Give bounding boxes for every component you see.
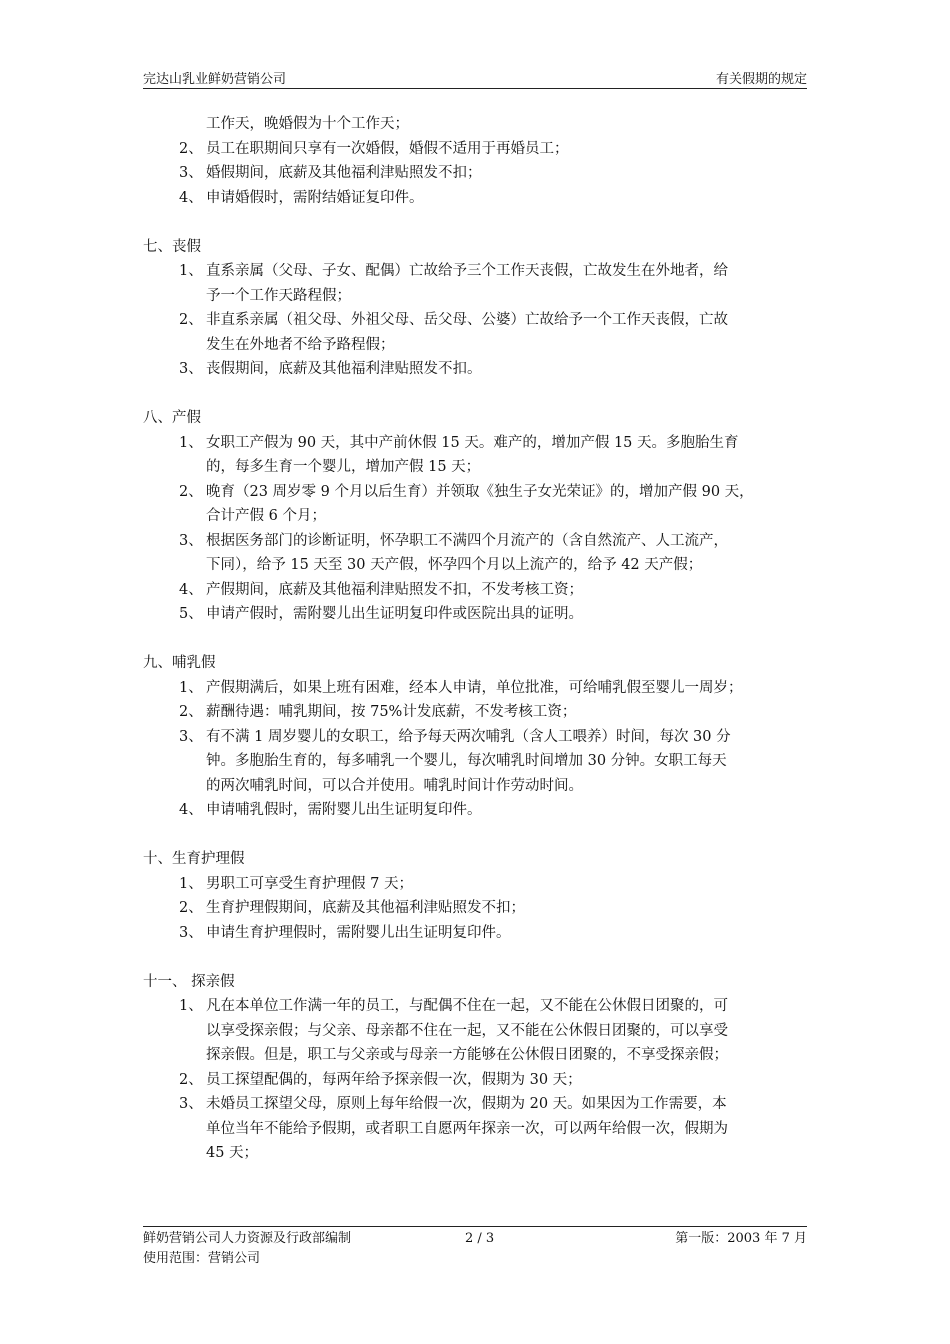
document-body <box>143 112 808 1166</box>
item-text-continued: 钟。多胞胎生育的，每多哺乳一个婴儿，每次哺乳时间增加 30 分钟。女职工每天 <box>206 753 727 769</box>
list-item <box>143 725 808 750</box>
sections <box>143 210 808 1166</box>
item-text: 薪酬待遇：哺乳期间，按 75%计发底薪，不发考核工资； <box>206 704 577 720</box>
item-number: 4、 <box>179 189 203 206</box>
footer-editor: 鲜奶营销公司人力资源及行政部编制 <box>143 1231 352 1246</box>
item-number: 2、 <box>179 900 203 916</box>
item-number: 1、 <box>179 998 203 1014</box>
item-text: 申请生育护理假时，需附婴儿出生证明复印件。 <box>206 924 511 941</box>
item-number: 2、 <box>179 1071 203 1088</box>
item-number: 3、 <box>179 165 203 181</box>
section-gap <box>143 210 808 235</box>
footer-scope: 使用范围：营销公司 <box>143 1251 261 1266</box>
list-item <box>143 578 808 603</box>
item-number: 3、 <box>179 532 203 549</box>
item-number: 2、 <box>179 140 203 157</box>
list-item <box>143 529 808 554</box>
item-text: 非直系亲属（祖父母、外祖父母、岳父母、公婆）亡故给予一个工作天丧假，亡故 <box>206 312 728 328</box>
item-number: 2、 <box>179 312 203 328</box>
section-gap <box>143 627 808 652</box>
page-footer <box>143 1226 807 1266</box>
list-item <box>143 431 808 456</box>
marriage-leave-items <box>143 137 808 211</box>
section-items <box>143 259 808 382</box>
item-text: 凡在本单位工作满一年的员工，与配偶不住在一起，又不能在公休假日团聚的，可 <box>206 998 728 1014</box>
section-items <box>143 872 808 946</box>
item-text: 产假期满后，如果上班有困难，经本人申请，单位批准，可给哺乳假至婴儿一周岁； <box>206 679 743 696</box>
item-number: 3、 <box>179 728 203 745</box>
item-text: 丧假期间，底薪及其他福利津贴照发不扣。 <box>206 361 482 377</box>
item-number: 5、 <box>179 606 203 622</box>
list-item <box>143 798 808 823</box>
section-title: 七、丧假 <box>143 238 201 255</box>
item-number: 2、 <box>179 704 203 720</box>
item-text: 男职工可享受生育护理假 7 天； <box>206 875 413 892</box>
item-text: 员工探望配偶的，每两年给予探亲假一次，假期为 30 天； <box>206 1071 582 1088</box>
list-item <box>143 1068 808 1093</box>
continuation-line: 工作天，晚婚假为十个工作天； <box>206 116 409 132</box>
item-number: 3、 <box>179 361 203 377</box>
header-title: 有关假期的规定 <box>715 72 807 87</box>
item-text-continued: 探亲假。但是，职工与父亲或与母亲一方能够在公休假日团聚的，不享受探亲假； <box>206 1047 728 1063</box>
item-number: 1、 <box>179 434 203 451</box>
list-item <box>143 921 808 946</box>
item-text-continued: 发生在外地者不给予路程假； <box>206 336 395 353</box>
list-item <box>143 700 808 725</box>
item-text: 晚育（23 周岁零 9 个月以后生育）并领取《独生子女光荣证》的，增加产假 90 天， <box>206 483 754 500</box>
item-number: 2、 <box>179 483 203 500</box>
item-number: 4、 <box>179 581 203 598</box>
list-item <box>143 1092 808 1117</box>
section-gap <box>143 382 808 407</box>
list-item <box>143 357 808 382</box>
item-text-continued: 单位当年不能给予假期，或者职工自愿两年探亲一次，可以两年给假一次，假期为 <box>206 1120 728 1137</box>
item-text: 申请产假时，需附婴儿出生证明复印件或医院出具的证明。 <box>206 606 583 622</box>
item-text-continued: 的，每多生育一个婴儿，增加产假 15 天； <box>206 459 481 475</box>
section-title: 十、生育护理假 <box>143 851 245 867</box>
item-text-continued: 45 天； <box>206 1145 259 1161</box>
list-item <box>143 308 808 333</box>
header-company: 完达山乳业鲜奶营销公司 <box>143 72 287 87</box>
item-text-continued: 合计产假 6 个月； <box>206 508 326 524</box>
list-item <box>143 994 808 1019</box>
section-gap <box>143 823 808 848</box>
section-title: 十一、 探亲假 <box>143 973 235 990</box>
item-text: 直系亲属（父母、子女、配偶）亡故给予三个工作天丧假，亡故发生在外地者，给 <box>206 263 728 279</box>
section-title: 八、产假 <box>143 410 201 426</box>
section-items <box>143 676 808 823</box>
list-item <box>143 137 808 162</box>
item-number: 4、 <box>179 802 203 818</box>
item-text: 未婚员工探望父母，原则上每年给假一次，假期为 20 天。如果因为工作需要，本 <box>206 1096 727 1112</box>
item-text-continued: 下同），给予 15 天至 30 天产假，怀孕四个月以上流产的，给予 42 天产假； <box>206 557 703 573</box>
item-text: 婚假期间，底薪及其他福利津贴照发不扣； <box>206 165 482 181</box>
item-text: 根据医务部门的诊断证明，怀孕职工不满四个月流产的（含自然流产、人工流产， <box>206 532 728 549</box>
item-number: 3、 <box>179 1096 203 1112</box>
item-number: 1、 <box>179 679 203 696</box>
item-number: 3、 <box>179 924 203 941</box>
list-item <box>143 480 808 505</box>
list-item <box>143 259 808 284</box>
section-gap <box>143 945 808 970</box>
item-text-continued: 的两次哺乳时间，可以合并使用。哺乳时间计作劳动时间。 <box>206 777 583 794</box>
section-items <box>143 431 808 627</box>
list-item <box>143 896 808 921</box>
item-text: 员工在职期间只享有一次婚假，婚假不适用于再婚员工； <box>206 140 569 157</box>
list-item <box>143 602 808 627</box>
page-header <box>143 66 807 89</box>
item-text: 女职工产假为 90 天，其中产前休假 15 天。难产的，增加产假 15 天。多胞胎生育 <box>206 434 739 451</box>
item-text: 有不满 1 周岁婴儿的女职工，给予每天两次哺乳（含人工喂养）时间，每次 30 分 <box>206 728 731 745</box>
item-number: 1、 <box>179 263 203 279</box>
item-text: 申请哺乳假时，需附婴儿出生证明复印件。 <box>206 802 482 818</box>
list-item <box>143 186 808 211</box>
item-text-continued: 以享受探亲假；与父亲、母亲都不住在一起，又不能在公休假日团聚的，可以享受 <box>206 1022 728 1039</box>
item-text-continued: 予一个工作天路程假； <box>206 287 351 304</box>
list-item <box>143 161 808 186</box>
item-text: 产假期间，底薪及其他福利津贴照发不扣，不发考核工资； <box>206 581 583 598</box>
item-number: 1、 <box>179 875 203 892</box>
footer-version: 第一版：2003 年 7 月 <box>675 1231 807 1246</box>
list-item <box>143 872 808 897</box>
section-items <box>143 994 808 1166</box>
item-text: 生育护理假期间，底薪及其他福利津贴照发不扣； <box>206 900 525 916</box>
item-text: 申请婚假时，需附结婚证复印件。 <box>206 189 424 206</box>
section-title: 九、哺乳假 <box>143 655 216 671</box>
list-item <box>143 676 808 701</box>
footer-page-number: 2 / 3 <box>465 1231 495 1246</box>
